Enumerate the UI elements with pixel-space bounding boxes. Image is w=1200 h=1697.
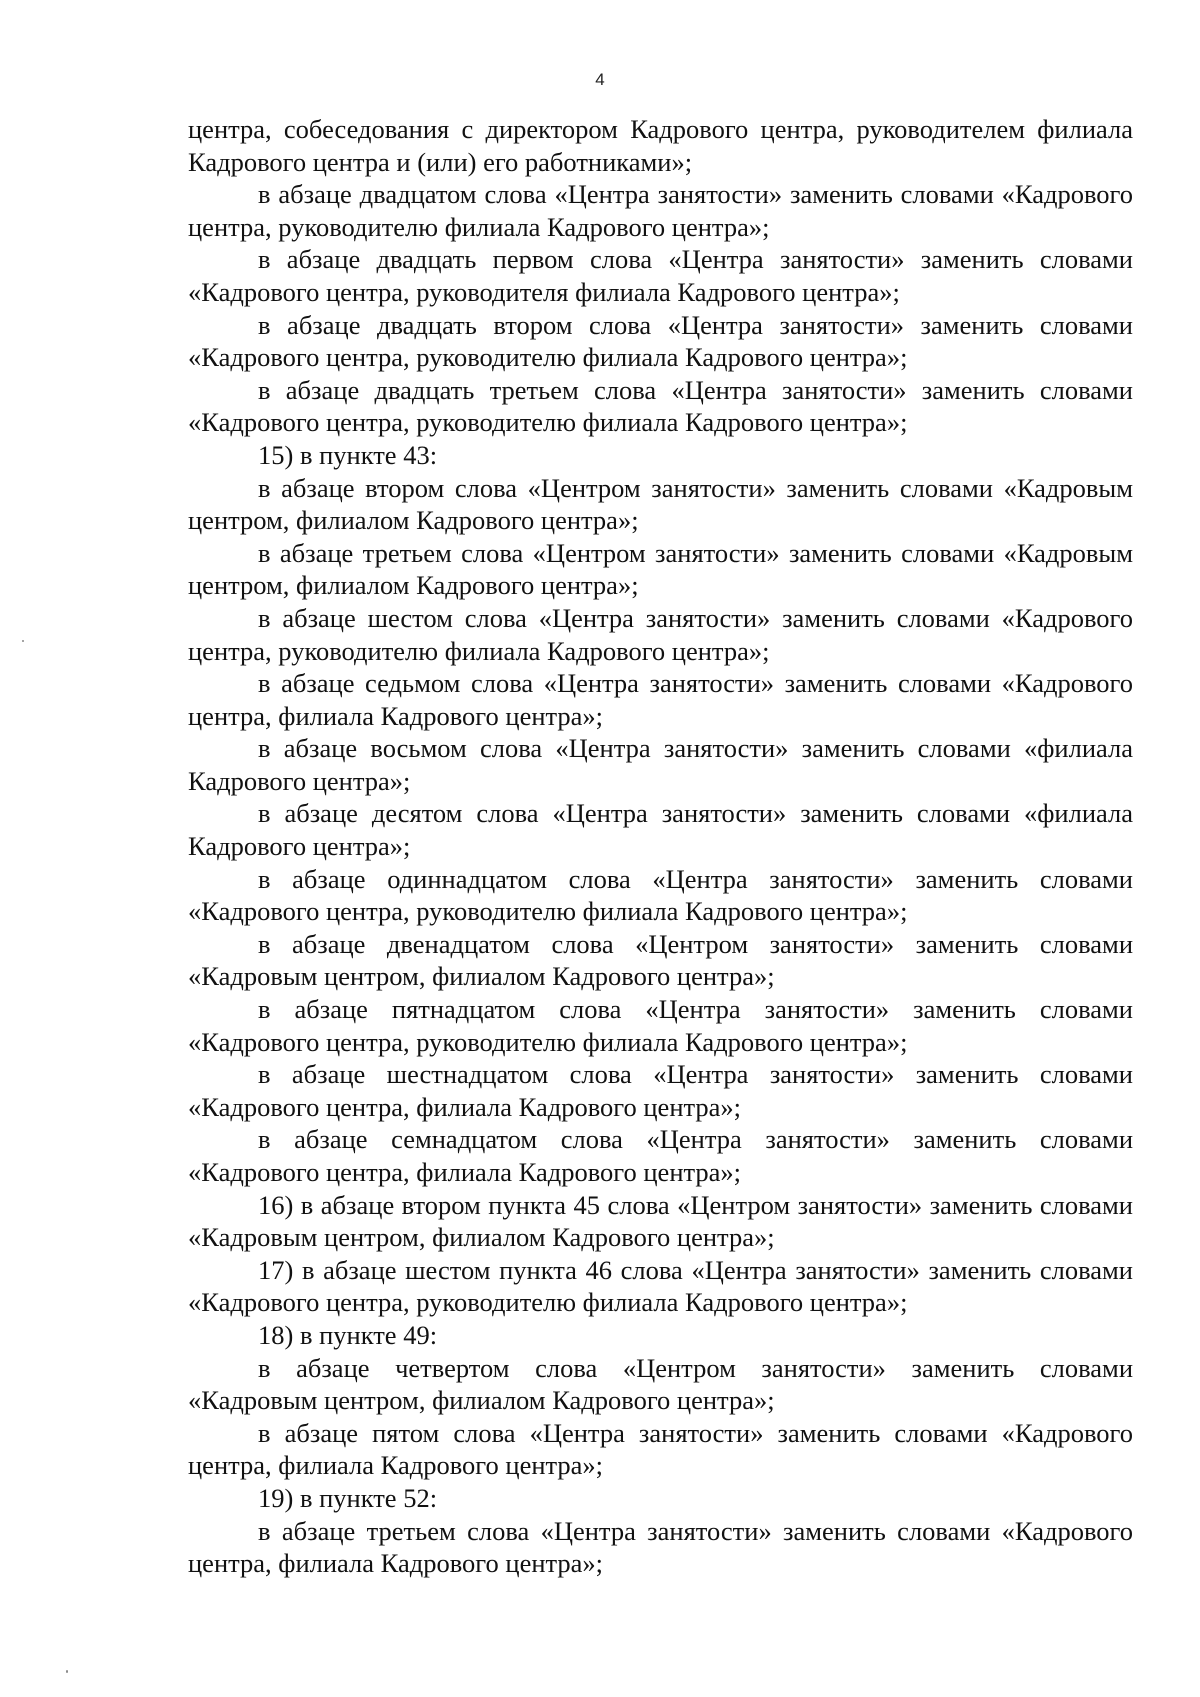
paragraph: в абзаце втором слова «Центром занятости» заменить словами «Кадровым центром, филиалом Кадрового центра»; xyxy=(188,472,1133,536)
paragraph: в абзаце семнадцатом слова «Центра занятости» заменить словами «Кадрового центра, филиала Кадрового центра»; xyxy=(188,1124,1133,1187)
list-item-heading: 15) в пункте 43: xyxy=(258,439,438,470)
paragraph: в абзаце шестнадцатом слова «Центра занятости» заменить словами «Кадрового центра, филиала Кадрового центра»; xyxy=(188,1059,1133,1122)
paragraph: в абзаце пятом слова «Центра занятости» заменить словами «Кадрового центра, филиала Кадрового центра»; xyxy=(188,1417,1133,1481)
paragraph: в абзаце пятнадцатом слова «Центра занятости» заменить словами «Кадрового центра, руководителю филиала Кадрового центра»; xyxy=(188,994,1133,1057)
paragraph: в абзаце шестом слова «Центра занятости» заменить словами «Кадрового центра, руководителю филиала Кадрового центра»; xyxy=(188,602,1133,666)
page-number: 4 xyxy=(595,70,605,89)
paragraph: 17) в абзаце шестом пункта 46 слова «Центра занятости» заменить словами «Кадрового центра, руководителю филиала Кадрового центра»; xyxy=(188,1254,1133,1318)
paragraph: в абзаце двадцать третьем слова «Центра занятости» заменить словами «Кадрового центра, руководителю филиала Кадрового центра»; xyxy=(188,374,1133,438)
paragraph: в абзаце одиннадцатом слова «Центра занятости» заменить словами «Кадрового центра, руководителю филиала Кадрового центра»; xyxy=(188,863,1133,927)
list-item-heading: 18) в пункте 49: xyxy=(258,1319,438,1350)
document-body xyxy=(188,113,1133,1580)
paragraph: центра, собеседования с директором Кадрового центра, руководителем филиала Кадрового центра и (или) его работниками»; xyxy=(188,114,1133,177)
paragraph: 16) в абзаце втором пункта 45 слова «Центром занятости» заменить словами «Кадровым центром, филиалом Кадрового центра»; xyxy=(188,1189,1133,1253)
paragraph: в абзаце четвертом слова «Центром занятости» заменить словами «Кадровым центром, филиалом Кадрового центра»; xyxy=(188,1352,1133,1416)
paragraph: в абзаце двадцать первом слова «Центра занятости» заменить словами «Кадрового центра, руководителя филиала Кадрового центра»; xyxy=(188,244,1133,307)
scan-speck xyxy=(22,640,24,642)
paragraph: в абзаце десятом слова «Центра занятости» заменить словами «филиала Кадрового центра»; xyxy=(188,798,1133,862)
paragraph: в абзаце седьмом слова «Центра занятости» заменить словами «Кадрового центра, филиала Кадрового центра»; xyxy=(188,668,1133,731)
scan-speck xyxy=(66,1670,68,1673)
paragraph: в абзаце двадцатом слова «Центра занятости» заменить словами «Кадрового центра, руководителю филиала Кадрового центра»; xyxy=(188,179,1133,242)
paragraph: в абзаце двенадцатом слова «Центром занятости» заменить словами «Кадровым центром, филиалом Кадрового центра»; xyxy=(188,928,1133,992)
list-item-heading: 19) в пункте 52: xyxy=(258,1482,438,1513)
paragraph: в абзаце двадцать втором слова «Центра занятости» заменить словами «Кадрового центра, руководителю филиала Кадрового центра»; xyxy=(188,309,1133,373)
paragraph: в абзаце третьем слова «Центра занятости» заменить словами «Кадрового центра, филиала Кадрового центра»; xyxy=(188,1515,1133,1579)
paragraph: в абзаце восьмом слова «Центра занятости» заменить словами «филиала Кадрового центра»; xyxy=(188,733,1133,796)
paragraph: в абзаце третьем слова «Центром занятости» заменить словами «Кадровым центром, филиалом Кадрового центра»; xyxy=(188,537,1133,601)
